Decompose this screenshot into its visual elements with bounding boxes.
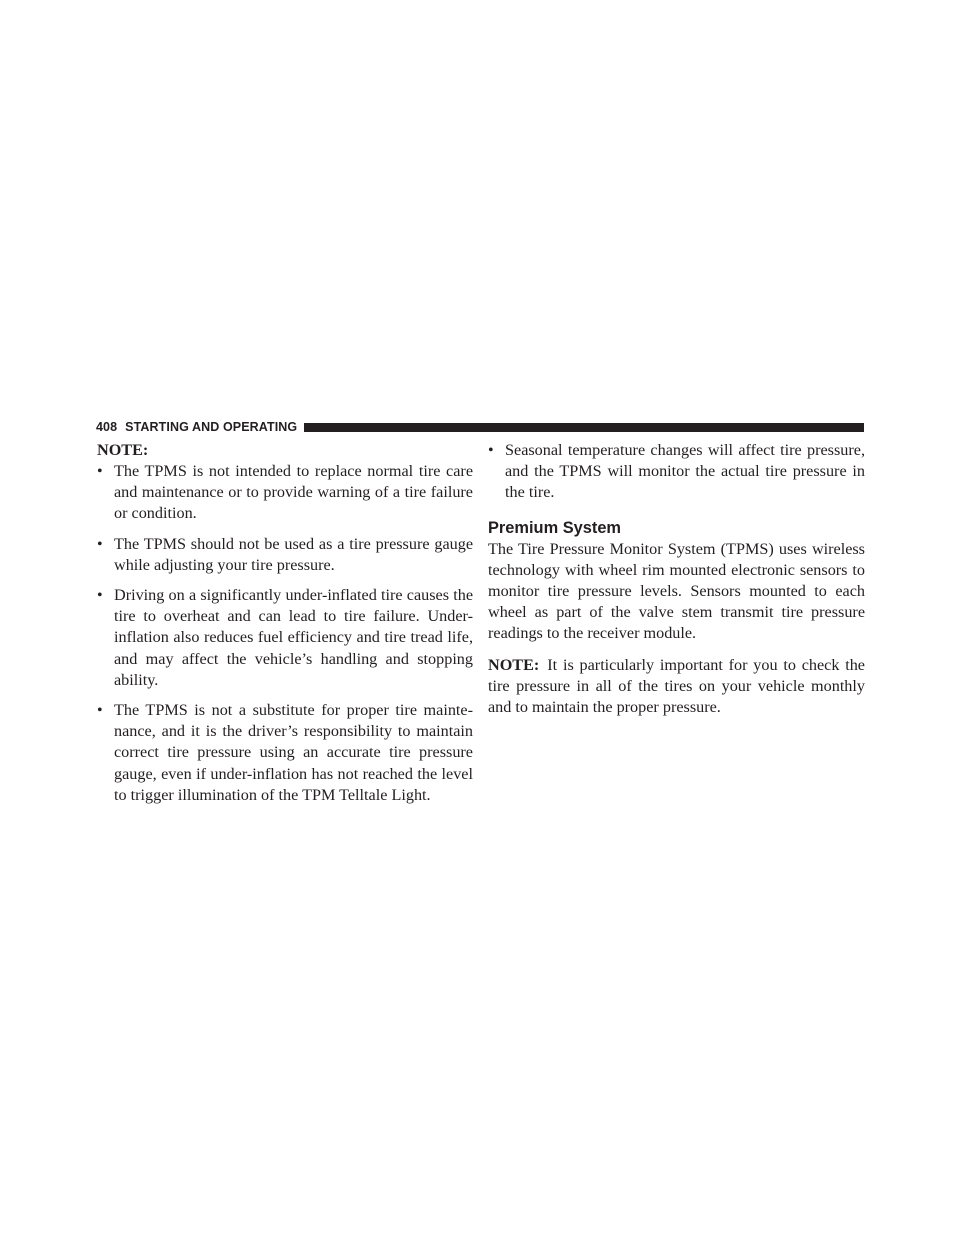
header-rule: [304, 423, 864, 432]
bullet-text: The TPMS should not be used as a tire pressure gauge while adjusting your tire pressure.: [114, 534, 473, 574]
page-number: 408: [96, 420, 118, 434]
bullet-icon: •: [488, 442, 494, 459]
section-title: STARTING AND OPERATING: [125, 420, 298, 434]
list-item: [488, 440, 865, 504]
page-header: [96, 419, 864, 435]
list-item: [97, 585, 473, 691]
list-item: [97, 461, 473, 525]
bullet-text: The TPMS is not a substitute for proper tire mainte-nance, and it is the driver’s responsibility to maintain correct tire pressure using an accurate tire pressure gauge, even if under-inflation has not reached the level to trigger illumination of the TPM Telltale Light.: [114, 701, 473, 804]
right-column: [488, 440, 865, 728]
note-label: NOTE:: [488, 655, 540, 674]
bullet-icon: •: [97, 535, 103, 553]
bullet-text: Seasonal temperature changes will affect tire pressure, and the TPMS will monitor the actual tire pressure in the tire.: [505, 441, 865, 502]
note-text: It is particularly important for you to check the tire pressure in all of the tires on your vehicle monthly and to maintain the proper pressure.: [488, 655, 865, 717]
body-paragraph: The Tire Pressure Monitor System (TPMS) uses wireless technology with wheel rim mounted electronic sensors to monitor tire pressure levels. Sensors mounted to each wheel as part of the valve stem transmit tire pressure readings to the receiver module.: [488, 539, 865, 643]
list-item: [97, 534, 473, 576]
bullet-icon: •: [97, 463, 103, 480]
note-bullet-list: [97, 461, 473, 806]
left-column: [97, 440, 473, 815]
list-item: [97, 700, 473, 806]
bullet-text: The TPMS is not intended to replace normal tire care and maintenance or to provide warning of a tire failure or condition.: [114, 462, 473, 523]
note-bullet-list-continued: [488, 440, 865, 504]
bullet-icon: •: [97, 702, 103, 720]
bullet-icon: •: [97, 587, 103, 605]
note-label: NOTE:: [97, 441, 149, 459]
section-heading: Premium System: [488, 518, 622, 537]
note-paragraph: [488, 655, 865, 719]
bullet-text: Driving on a significantly under-inflated tire causes the tire to overheat and can lead to tire failure. Under-inflation also reduces fuel efficiency and tire tread life, and may affect the vehicle’s handling and stopping ability.: [114, 586, 473, 689]
